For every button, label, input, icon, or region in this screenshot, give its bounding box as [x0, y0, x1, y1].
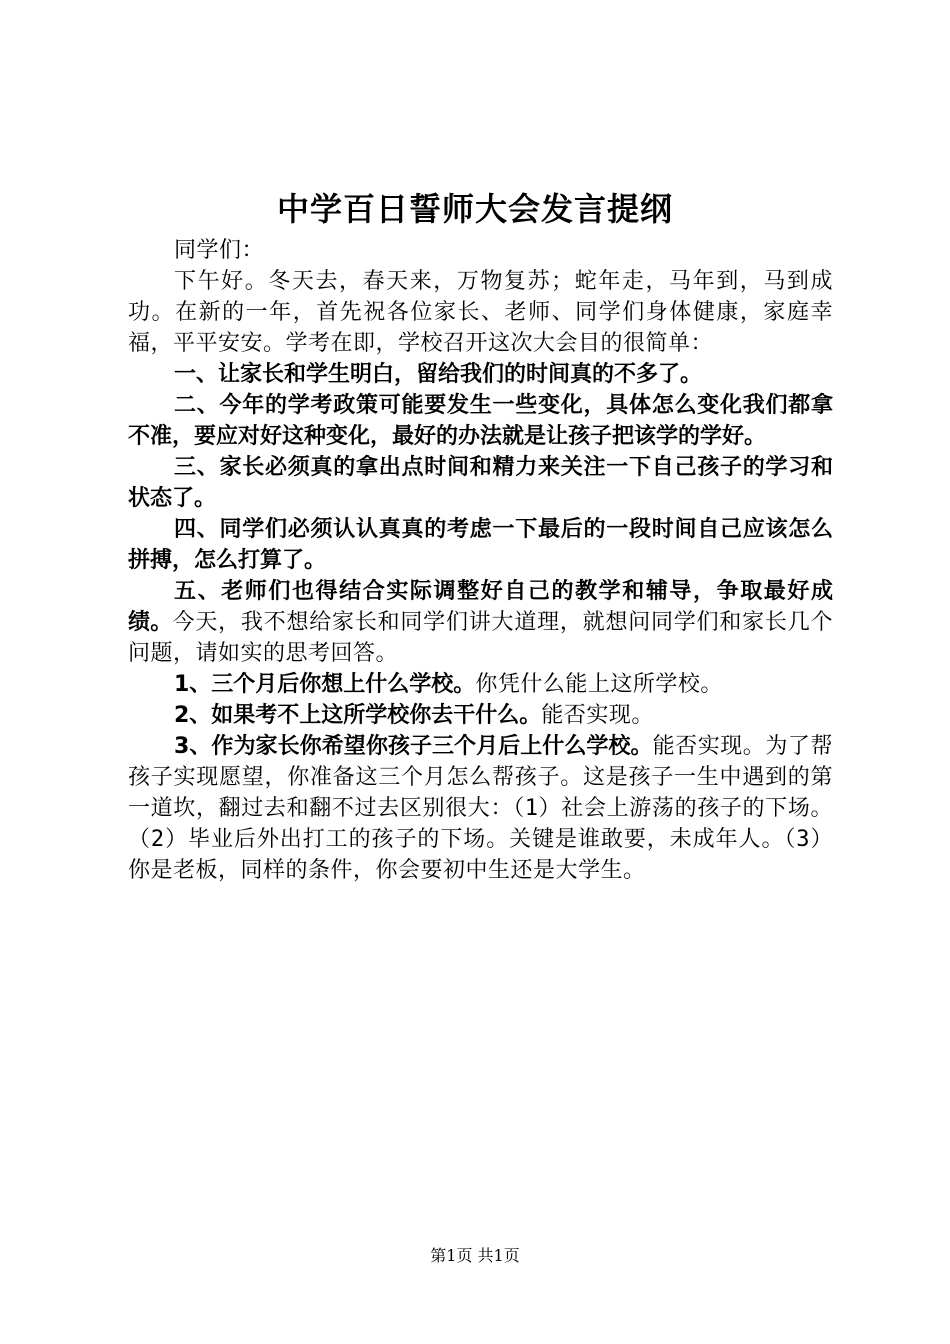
- paragraph-opening: [128, 266, 833, 359]
- document-body: [128, 235, 833, 886]
- point-4-text: 四、同学们必须认认真真的考虑一下最后的一段时间自己应该怎么拼搏，怎么打算了。: [128, 517, 833, 573]
- paragraph-point-4: [128, 514, 833, 576]
- greeting-text: 同学们：: [174, 238, 265, 263]
- question-3-bold-text: 3、作为家长你希望你孩子三个月后上什么学校。: [174, 734, 653, 759]
- question-2-bold-text: 2、如果考不上这所学校你去干什么。: [174, 703, 542, 728]
- point-3-text: 三、家长必须真的拿出点时间和精力来关注一下自己孩子的学习和状态了。: [128, 455, 833, 511]
- point-5-bold-text: 五、老师们也得结合实际调整好自己的教学和辅导，争取最好成绩。: [128, 579, 833, 635]
- paragraph-question-3: [128, 731, 833, 886]
- question-1-bold-text: 1、三个月后你想上什么学校。: [174, 672, 476, 697]
- paragraph-question-1: [128, 669, 833, 700]
- document-title: 中学百日誓师大会发言提纲: [276, 190, 673, 228]
- paragraph-point-3: [128, 452, 833, 514]
- paragraph-question-2: [128, 700, 833, 731]
- question-3-light-text: 能否实现。为了帮孩子实现愿望，你准备这三个月怎么帮孩子。这是孩子一生中遇到的第一道坎，翻过去和翻不过去区别很大：（1）社会上游荡的孩子的下场。（2）毕业后外出打工的孩子的下场。关键是谁敢要，未成年人。（3）你是老板，同样的条件，你会要初中生还是大学生。: [128, 734, 833, 883]
- paragraph-greeting: [128, 235, 833, 266]
- question-1-light-text: 你凭什么能上这所学校。: [475, 672, 723, 697]
- point-1-text: 一、让家长和学生明白，留给我们的时间真的不多了。: [174, 362, 703, 387]
- opening-text: 下午好。冬天去，春天来，万物复苏；蛇年走，马年到，马到成功。在新的一年，首先祝各位家长、老师、同学们身体健康，家庭幸福，平平安安。学考在即，学校召开这次大会目的很简单：: [128, 269, 833, 356]
- question-2-light-text: 能否实现。: [541, 703, 654, 728]
- paragraph-point-1: [128, 359, 833, 390]
- point-2-text: 二、今年的学考政策可能要发生一些变化，具体怎么变化我们都拿不准，要应对好这种变化，最好的办法就是让孩子把该学的学好。: [128, 393, 833, 449]
- point-5-light-text: 今天，我不想给家长和同学们讲大道理，就想问同学们和家长几个问题，请如实的思考回答。: [128, 610, 833, 666]
- page-footer: 第1页 共1页: [430, 1246, 520, 1265]
- paragraph-point-5: [128, 576, 833, 669]
- paragraph-point-2: [128, 390, 833, 452]
